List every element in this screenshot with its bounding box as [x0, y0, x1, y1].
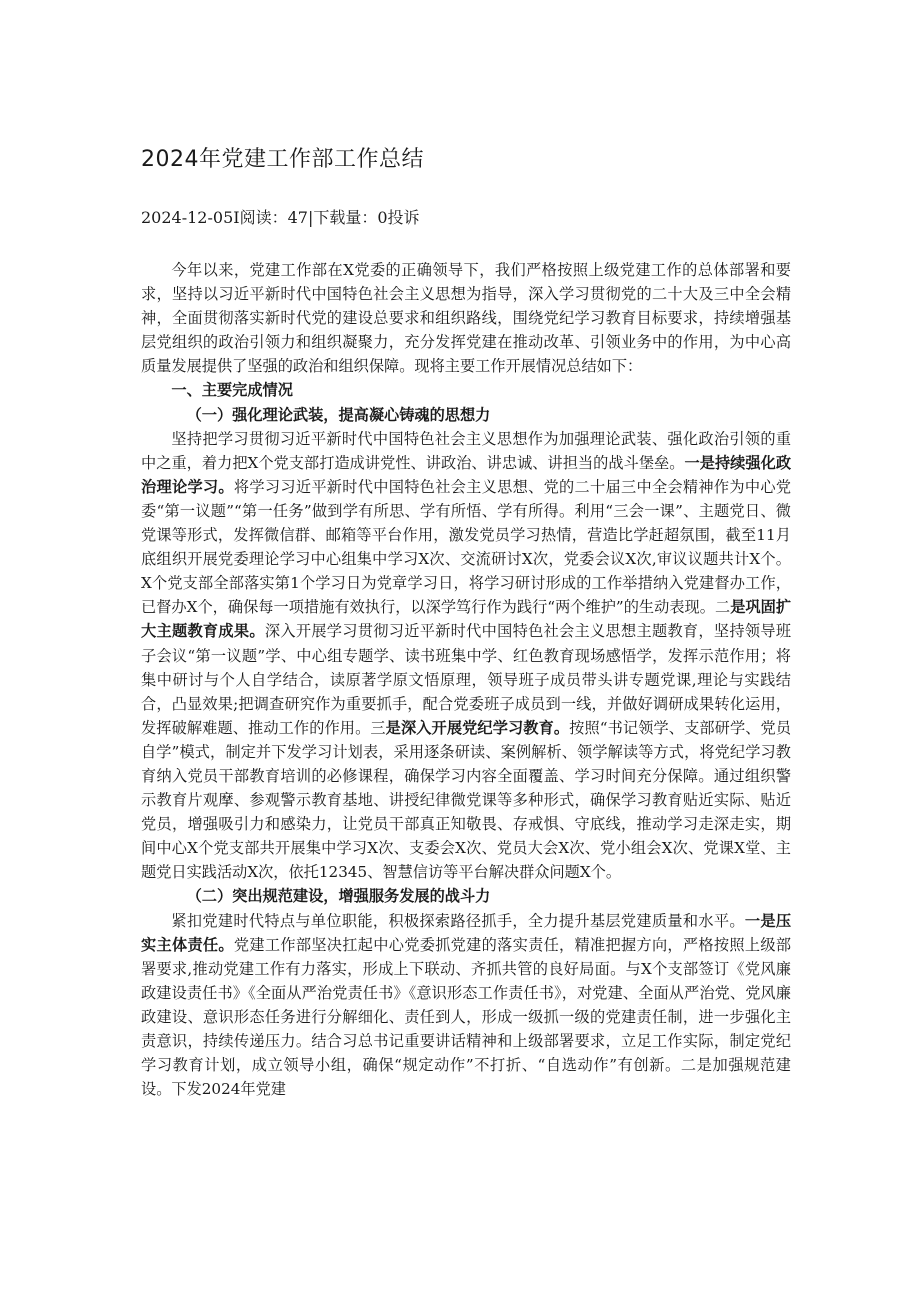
key-point: 一是持续强化政治理论学习。: [141, 453, 791, 496]
publish-date: 2024-12-05: [141, 208, 234, 227]
subsection-heading: （一）强化理论武装，提高凝心铸魂的思想力: [186, 405, 491, 424]
paragraph-text: 按照“书记领学、支部研学、党员自学”模式，制定并下发学习计划表，采用逐条研读、案例解析、领学解读等方式，将党纪学习教育纳入党员干部教育培训的必修课程，确保学习内容全面覆盖、学习时间充分保障。通过组织警示教育片观摩、参观警示教育基地、讲授纪律微党课等多种形式，确保学习教育贴近实际、贴近党员，增强吸引力和感染力，让党员干部真正知敬畏、存戒惧、守底线，推动学习走深走实，期间中心X个党支部共开展集中学习X次、支委会X次、党员大会X次、党小组会X次、党课X堂、主题党日实践活动X次，依托12345、智慧信访等平台解决群众问题X个。: [141, 718, 792, 882]
key-point: 是深入开展党纪学习教育。: [385, 718, 570, 737]
paragraph-text: 坚持把学习贯彻习近平新时代中国特色社会主义思想作为加强理论武装、强化政治引领的重中之重，着力把X个党支部打造成讲党性、讲政治、讲忠诚、讲担当的战斗堡垒。: [141, 429, 791, 472]
read-count: 47: [287, 208, 308, 227]
read-label: 阅读：: [239, 208, 288, 227]
body-paragraph: [141, 427, 791, 885]
paragraph-text: 深入开展学习贯彻习近平新时代中国特色社会主义思想主题教育，坚持领导班子会议“第一议题”学、中心组专题学、读书班集中学、红色教育现场感悟学，发挥示范作用；将集中研讨与个人自学结合，读原著学原文悟原理，领导班子成员带头讲专题党课,理论与实践结合，凸显效果;把调查研究作为重要抓手，配合党委班子成员到一线，并做好调研成果转化运用，发挥破解难题、推动工作的作用。三: [141, 622, 792, 737]
document-body: [141, 258, 791, 1101]
download-count: 0: [377, 208, 388, 227]
paragraph-text: 党建工作部坚决扛起中心党委抓党建的落实责任，精准把握方向，严格按照上级部署要求,推动党建工作有力落实，形成上下联动、齐抓共管的良好局面。与X个支部签订《党风廉政建设责任书》《全面从严治党责任书》《意识形态工作责任书》，对党建、全面从严治党、党风廉政建设、意识形态任务进行分解细化、责任到人，形成一级抓一级的党建责任制，进一步强化主责意识，持续传递压力。结合习总书记重要讲话精神和上级部署要求，立足工作实际，制定党纪学习教育计划，成立领导小组，确保“规定动作”不打折、“自选动作”有创新。二是加强规范建设。下发2024年党建: [141, 935, 792, 1099]
intro-paragraph: 今年以来，党建工作部在X党委的正确领导下，我们严格按照上级党建工作的总体部署和要求，坚持以习近平新时代中国特色社会主义思想为指导，深入学习贯彻党的二十大及三中全会精神，全面贯彻落实新时代党的建设总要求和组织路线，围绕党纪学习教育目标要求，持续增强基层党组织的政治引领力和组织凝聚力，充分发挥党建在推动改革、引领业务中的作用，为中心高质量发展提供了坚强的政治和组织保障。现将主要工作开展情况总结如下：: [141, 261, 791, 376]
document-meta: [141, 205, 420, 228]
paragraph-text: 将学习习近平新时代中国特色社会主义思想、党的二十届三中全会精神作为中心党委“第一议题”“第一任务”做到学有所思、学有所悟、学有所得。利用“三会一课”、主题党日、微党课等形式，发挥微信群、邮箱等平台作用，激发党员学习热情，营造比学赶超氛围，截至11月底组织开展党委理论学习中心组集中学习X次、交流研讨X次，党委会议X次,审议议题共计X个。X个党支部全部落实第1个学习日为党章学习日，将学习研讨形成的工作举措纳入党建督办工作，已督办X个，确保每一项措施有效执行，以深学笃行作为践行“两个维护”的生动表现。二: [141, 477, 792, 617]
key-point: 是巩固扩大主题教育成果。: [141, 598, 792, 641]
meta-separator: |: [307, 208, 314, 227]
subsection-heading: （二）突出规范建设，增强服务发展的战斗力: [186, 887, 491, 906]
document-title: 2024年党建工作部工作总结: [141, 147, 424, 172]
download-label: 下载量：: [313, 208, 378, 227]
complaint-link[interactable]: 投诉: [387, 208, 420, 227]
key-point: 一是压实主体责任。: [141, 911, 792, 954]
section-heading: 一、主要完成情况: [171, 381, 293, 400]
meta-separator: I: [233, 208, 240, 227]
paragraph-text: 紧扣党建时代特点与单位职能，积极探索路径抓手，全力提升基层党建质量和水平。: [171, 911, 745, 930]
body-paragraph: [141, 909, 791, 1102]
